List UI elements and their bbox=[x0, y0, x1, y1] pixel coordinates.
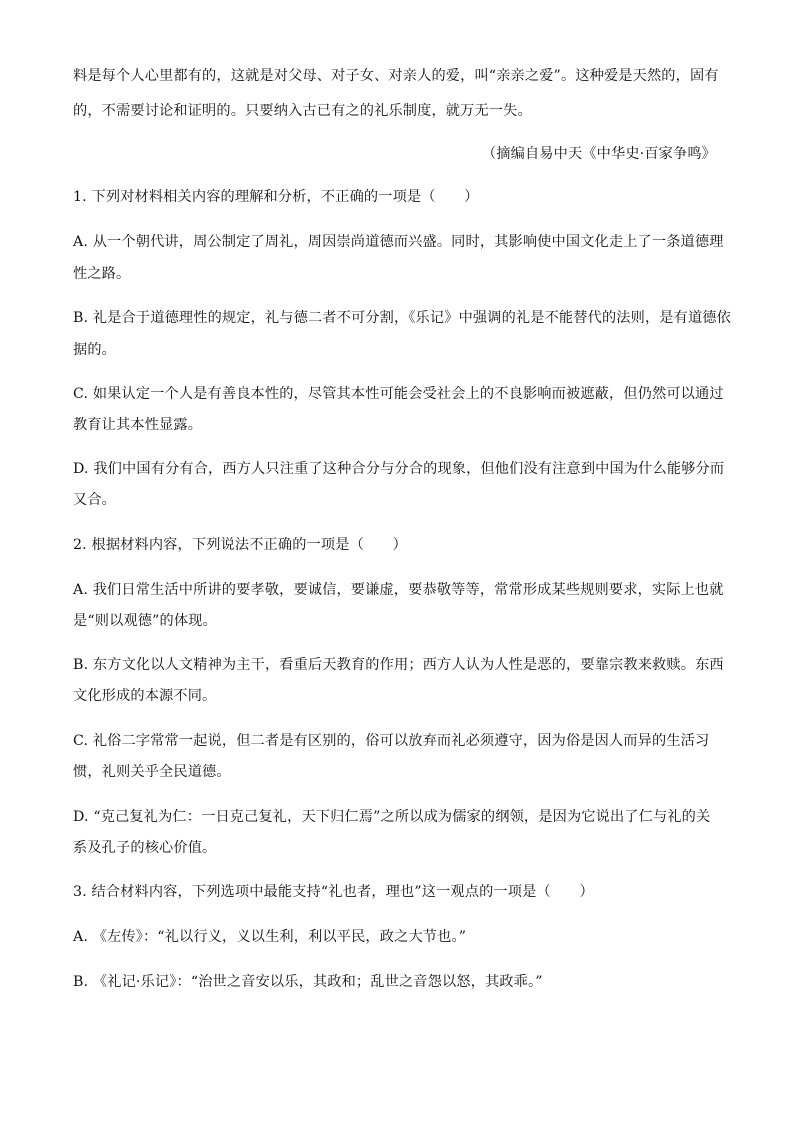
question-1-option-a-cont: 性之路。 bbox=[73, 266, 131, 282]
question-3-stem: 3. 结合材料内容，下列选项中最能支持“礼也者，理也”这一观点的一项是（ ） bbox=[73, 884, 594, 900]
question-2-stem: 2. 根据材料内容，下列说法不正确的一项是（ ） bbox=[73, 537, 407, 553]
question-3-option-b: B. 《礼记·乐记》：“治世之音安以乐，其政和；乱世之音怨以怒，其政乖。” bbox=[73, 974, 543, 990]
question-2-option-a: A. 我们日常生活中所讲的要孝敬，要诚信，要谦虚，要恭敬等等，常常形成某些规则要求，实际上也就 bbox=[73, 582, 724, 598]
intro-line-1: 料是每个人心里都有的，这就是对父母、对子女、对亲人的爱，叫“亲亲之爱”。这种爱是天然的，固有 bbox=[73, 68, 719, 84]
question-1-option-c-cont: 教育让其本性显露。 bbox=[73, 417, 203, 433]
question-2-option-d-cont: 系及孔子的核心价值。 bbox=[73, 840, 217, 856]
question-2-option-a-cont: 是“则以观德”的体现。 bbox=[73, 613, 217, 629]
source-citation: （摘编自易中天《中华史·百家争鸣》 bbox=[481, 146, 716, 162]
question-2-option-c-cont: 惯，礼则关乎全民道德。 bbox=[73, 764, 231, 780]
question-2-option-d: D. “克己复礼为仁：一日克己复礼，天下归仁焉”之所以成为儒家的纲领，是因为它说出了仁与礼的关 bbox=[73, 809, 711, 825]
intro-line-2: 的，不需要讨论和证明的。只要纳入古已有之的礼乐制度，就万无一失。 bbox=[73, 103, 532, 119]
question-2-option-b-cont: 文化形成的本源不同。 bbox=[73, 688, 217, 704]
question-1-option-b-cont: 据的。 bbox=[73, 342, 117, 358]
question-1-stem: 1. 下列对材料相关内容的理解和分析，不正确的一项是（ ） bbox=[73, 189, 479, 205]
question-3-option-a: A. 《左传》：“礼以行义，义以生利，利以平民，政之大节也。” bbox=[73, 929, 467, 945]
question-1-option-d-cont: 又合。 bbox=[73, 492, 117, 508]
question-2-option-c: C. 礼俗二字常常一起说，但二者是有区别的，俗可以放弃而礼必须遵守，因为俗是因人而异的生活习 bbox=[73, 733, 710, 749]
question-1-option-d: D. 我们中国有分有合，西方人只注重了这种合分与分合的现象，但他们没有注意到中国为什么能够分而 bbox=[73, 461, 725, 477]
question-1-option-c: C. 如果认定一个人是有善良本性的，尽管其本性可能会受社会上的不良影响而被遮蔽，但仍然可以通过 bbox=[73, 386, 724, 402]
question-2-option-b: B. 东方文化以人文精神为主干，看重后天教育的作用；西方人认为人性是恶的，要靠宗教来救赎。东西 bbox=[73, 657, 724, 673]
question-1-option-b: B. 礼是合于道德理性的规定，礼与德二者不可分割，《乐记》中强调的礼是不能替代的法则，是有道德依 bbox=[73, 310, 731, 326]
question-1-option-a: A. 从一个朝代讲，周公制定了周礼，周因崇尚道德而兴盛。同时，其影响使中国文化走上了一条道德理 bbox=[73, 234, 724, 250]
